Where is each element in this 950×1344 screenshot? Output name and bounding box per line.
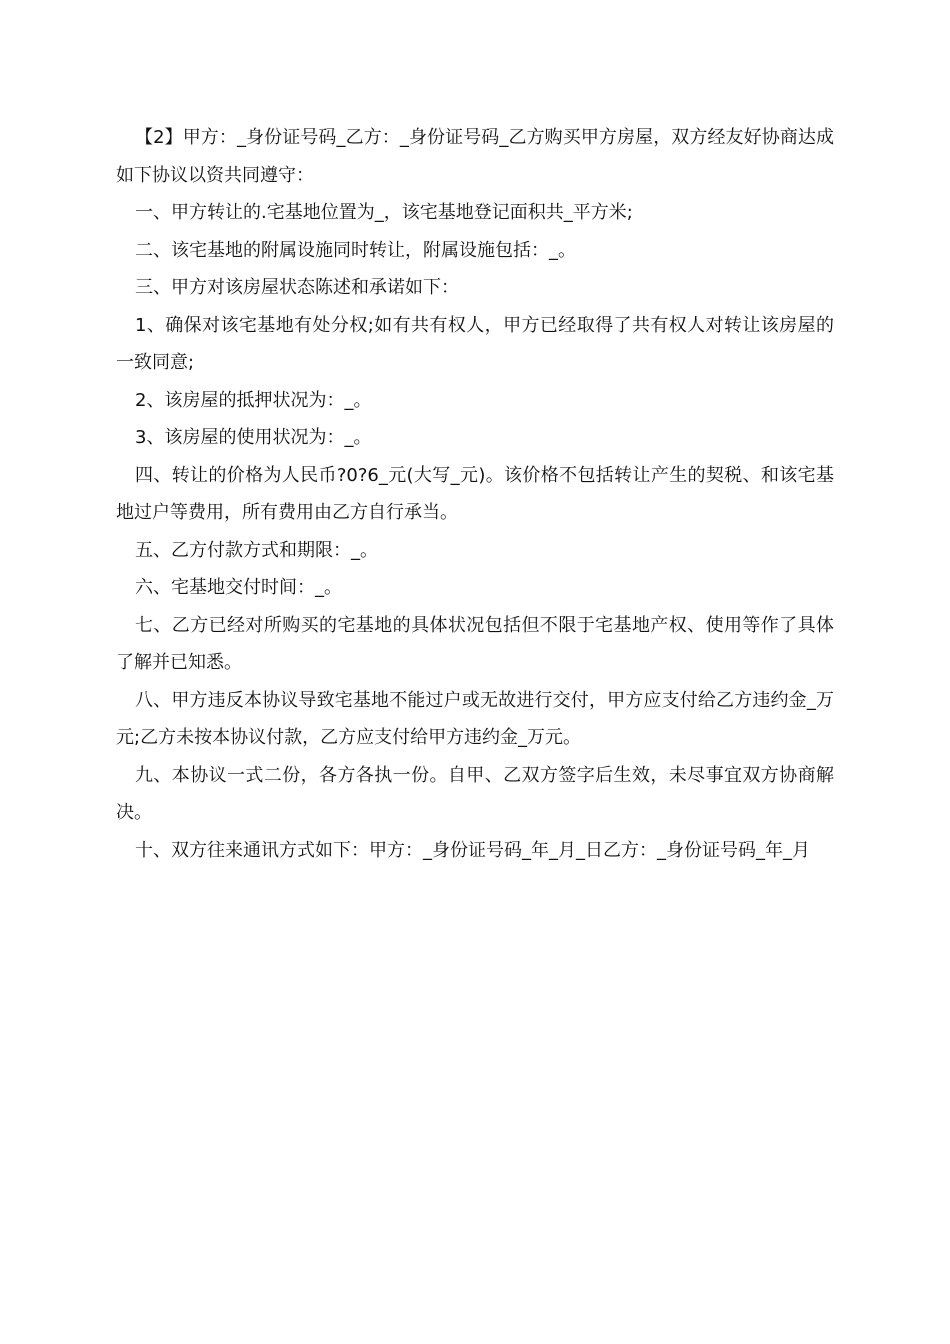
paragraph-clause-3-item-1: 1、确保对该宅基地有处分权;如有共有权人，甲方已经取得了共有权人对转让该房屋的一致同意; xyxy=(116,314,834,373)
paragraph-clause-7: 七、乙方已经对所购买的宅基地的具体状况包括但不限于宅基地产权、使用等作了具体了解并已知悉。 xyxy=(116,614,834,673)
document-body xyxy=(116,119,834,869)
paragraph-intro: 【2】甲方：_身份证号码_乙方：_身份证号码_乙方购买甲方房屋，双方经友好协商达成如下协议以资共同遵守： xyxy=(116,127,834,186)
paragraph-clause-2: 二、该宅基地的附属设施同时转让，附属设施包括：_。 xyxy=(135,239,576,261)
paragraph-clause-1: 一、甲方转让的.宅基地位置为_，该宅基地登记面积共_平方米; xyxy=(135,202,633,223)
paragraph-clause-4: 四、转让的价格为人民币?0?6_元(大写_元)。该价格不包括转让产生的契税、和该宅基地过户等费用，所有费用由乙方自行承当。 xyxy=(116,464,834,523)
paragraph-clause-6: 六、宅基地交付时间：_。 xyxy=(135,577,342,598)
paragraph-clause-3-item-2: 2、该房屋的抵押状况为：_。 xyxy=(135,389,372,411)
paragraph-clause-5: 五、乙方付款方式和期限：_。 xyxy=(135,539,378,561)
paragraph-clause-8: 八、甲方违反本协议导致宅基地不能过户或无故进行交付，甲方应支付给乙方违约金_万元;乙方未按本协议付款，乙方应支付给甲方违约金_万元。 xyxy=(116,689,834,748)
paragraph-clause-10: 十、双方往来通讯方式如下：甲方：_身份证号码_年_月_日乙方：_身份证号码_年_月 xyxy=(135,839,810,861)
paragraph-clause-3: 三、甲方对该房屋状态陈述和承诺如下： xyxy=(135,277,459,298)
paragraph-clause-3-item-3: 3、该房屋的使用状况为：_。 xyxy=(135,427,372,448)
paragraph-clause-9: 九、本协议一式二份，各方各执一份。自甲、乙双方签字后生效，未尽事宜双方协商解决。 xyxy=(116,764,834,823)
